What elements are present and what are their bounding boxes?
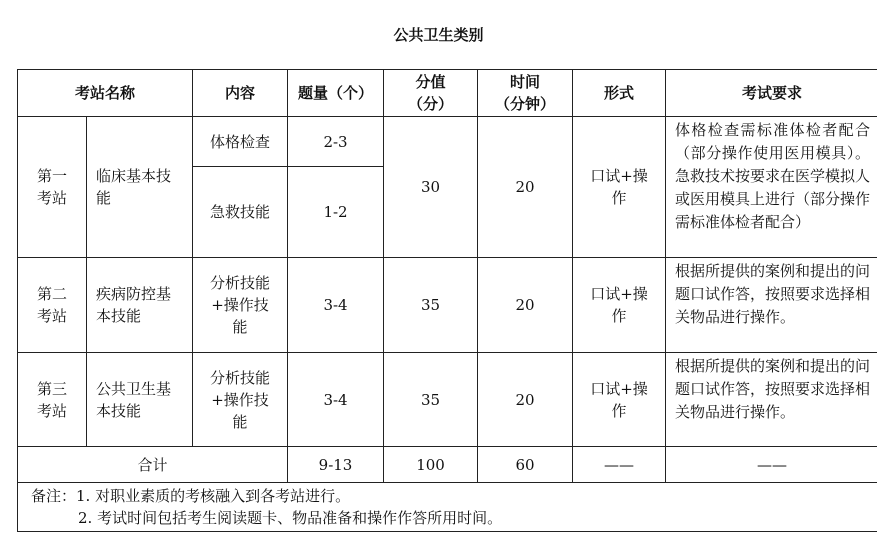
score-cell: 35: [384, 258, 478, 353]
station-name: 疾病防控基 本技能: [87, 258, 193, 353]
total-row: [18, 447, 877, 483]
header-content: 内容: [193, 70, 288, 117]
time-cell: 20: [478, 258, 573, 353]
notes-row: [18, 483, 877, 532]
station-label: 第一 考站: [18, 117, 87, 258]
exam-table: [17, 69, 877, 532]
score-cell: 35: [384, 353, 478, 447]
note-line-1: 备注：1. 对职业素质的考核融入到各考站进行。: [31, 487, 351, 505]
station-label: 第三 考站: [18, 353, 87, 447]
content-cell: 分析技能 +操作技 能: [193, 353, 288, 447]
form-cell: 口试+操 作: [573, 117, 666, 258]
header-form: 形式: [573, 70, 666, 117]
total-count: 9-13: [288, 447, 384, 483]
table-row: [18, 353, 877, 447]
total-score: 100: [384, 447, 478, 483]
header-requirement: 考试要求: [666, 70, 877, 117]
requirement-cell: 根据所提供的案例和提出的问题口试作答，按照要求选择相关物品进行操作。: [666, 258, 877, 353]
total-form: ——: [573, 447, 666, 483]
header-count: 题量（个）: [288, 70, 384, 117]
time-cell: 20: [478, 353, 573, 447]
table-row: [18, 258, 877, 353]
header-station-name: 考站名称: [18, 70, 193, 117]
station-name: 临床基本技 能: [87, 117, 193, 258]
header-time: 时间 （分钟）: [478, 70, 573, 117]
form-cell: 口试+操 作: [573, 258, 666, 353]
time-cell: 20: [478, 117, 573, 258]
count-cell: 2-3: [288, 117, 384, 167]
notes-cell: [18, 483, 877, 532]
header-row: [18, 70, 877, 117]
requirement-cell: 根据所提供的案例和提出的问题口试作答，按照要求选择相关物品进行操作。: [666, 353, 877, 447]
document-title: 公共卫生类别: [393, 26, 484, 44]
total-requirement: ——: [666, 447, 877, 483]
score-cell: 30: [384, 117, 478, 258]
count-cell: 3-4: [288, 353, 384, 447]
station-label: 第二 考站: [18, 258, 87, 353]
total-time: 60: [478, 447, 573, 483]
count-cell: 1-2: [288, 167, 384, 258]
count-cell: 3-4: [288, 258, 384, 353]
content-cell: 急救技能: [193, 167, 288, 258]
total-label: 合计: [18, 447, 288, 483]
station-name: 公共卫生基 本技能: [87, 353, 193, 447]
content-cell: 体格检查: [193, 117, 288, 167]
note-line-2: 2. 考试时间包括考生阅读题卡、物品准备和操作作答所用时间。: [78, 509, 503, 527]
header-score: 分值 （分）: [384, 70, 478, 117]
table-row: [18, 117, 877, 167]
form-cell: 口试+操 作: [573, 353, 666, 447]
requirement-cell: 体格检查需标准体检者配合（部分操作使用医用模具）。急救技术按要求在医学模拟人或医用模具上进行（部分操作需标准体检者配合）: [666, 117, 877, 258]
content-cell: 分析技能 +操作技 能: [193, 258, 288, 353]
